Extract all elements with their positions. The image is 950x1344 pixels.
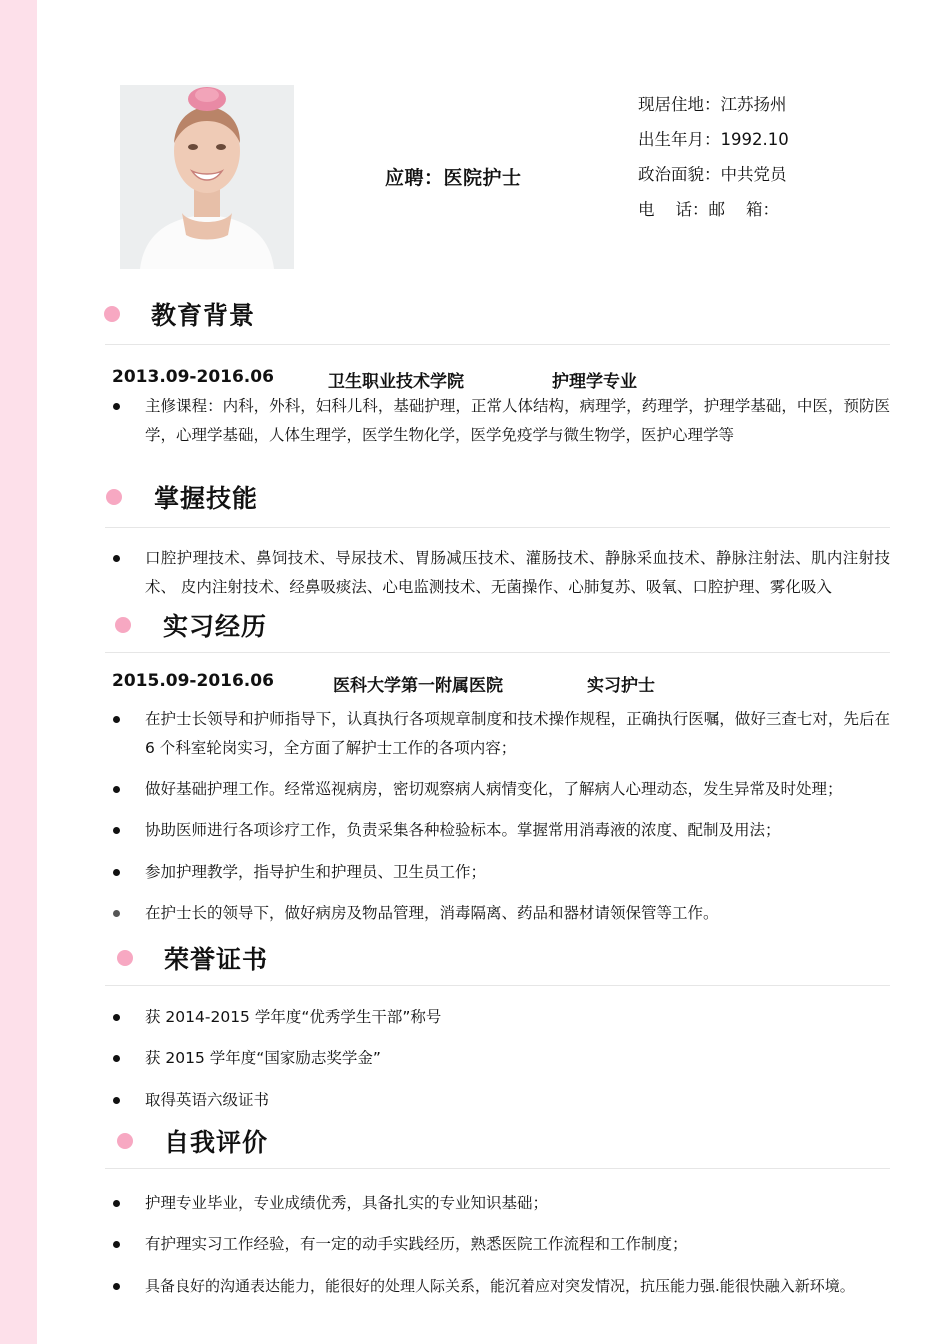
internship-item: 协助医师进行各项诊疗工作，负责采集各种检验标本。掌握常用消毒液的浓度、配制及用法； (145, 821, 781, 839)
internship-item: 做好基础护理工作。经常巡视病房，密切观察病人病情变化，了解病人心理动态，发生异常及时处理； (145, 780, 843, 798)
pink-dot-icon (104, 306, 120, 322)
bullet-icon (113, 1200, 120, 1207)
left-accent-stripe (0, 0, 37, 1344)
pink-dot-icon (117, 1133, 133, 1149)
self-eval-item: 护理专业毕业，专业成绩优秀，具备扎实的专业知识基础； (145, 1194, 549, 1212)
section-title: 教育背景 (151, 301, 256, 330)
honor-item: 获 2014-2015 学年度“优秀学生干部”称号 (145, 1008, 442, 1026)
pink-dot-icon (106, 489, 122, 505)
info-political-status: 政治面貌：中共党员 (638, 165, 787, 184)
education-school: 卫生职业技术学院 (328, 372, 464, 392)
job-title: 应聘：医院护士 (385, 167, 522, 189)
section-title: 掌握技能 (154, 484, 259, 513)
honor-item: 取得英语六级证书 (145, 1091, 270, 1109)
education-major: 护理学专业 (552, 372, 637, 392)
section-title: 实习经历 (163, 612, 268, 641)
section-divider (105, 652, 890, 653)
pink-dot-icon (117, 950, 133, 966)
self-eval-item: 具备良好的沟通表达能力，能很好的处理人际关系，能沉着应对突发情况，抗压能力强.能很快融入新环境。 (145, 1277, 855, 1295)
education-courses: 主修课程：内科，外科，妇科儿科，基础护理，正常人体结构，病理学，药理学，护理学基础，中医，预防医学，心理学基础，人体生理学，医学生物化学，医学免疫学与微生物学，医护心理学等 (145, 397, 890, 444)
bullet-icon (113, 786, 120, 793)
pink-dot-icon (115, 617, 131, 633)
info-birth-date: 出生年月：1992.10 (638, 130, 789, 149)
internship-hospital: 医科大学第一附属医院 (333, 676, 503, 696)
internship-item: 参加护理教学，指导护生和护理员、卫生员工作； (145, 863, 487, 881)
education-period: 2013.09-2016.06 (112, 367, 274, 387)
info-phone-email: 电 话：邮 箱： (638, 200, 779, 219)
bullet-icon (113, 1055, 120, 1062)
bullet-icon (113, 869, 120, 876)
bullet-icon (113, 403, 120, 410)
section-title: 荣誉证书 (164, 945, 269, 974)
section-divider (105, 1168, 890, 1169)
internship-item: 在护士长的领导下，做好病房及物品管理，消毒隔离、药品和器材请领保管等工作。 (145, 904, 719, 922)
internship-role: 实习护士 (587, 676, 655, 696)
section-honors-header (117, 940, 268, 976)
self-eval-item: 有护理实习工作经验，有一定的动手实践经历，熟悉医院工作流程和工作制度； (145, 1235, 688, 1253)
section-divider (105, 985, 890, 986)
skills-list: 口腔护理技术、鼻饲技术、导尿技术、胃肠减压技术、灌肠技术、静脉采血技术、静脉注射法、肌内注射技术、 皮内注射技术、经鼻吸痰法、心电监测技术、无菌操作、心肺复苏、吸氧、口腔护理、雾化吸入 (145, 549, 890, 596)
portrait-illustration (120, 85, 294, 269)
profile-photo (120, 85, 294, 269)
bullet-icon (113, 555, 120, 562)
bullet-icon (113, 716, 120, 723)
section-title: 自我评价 (164, 1128, 269, 1157)
section-education-header (104, 296, 255, 332)
bullet-icon (113, 827, 120, 834)
section-divider (105, 344, 890, 345)
section-skills-header (106, 479, 258, 515)
bullet-icon (113, 1014, 120, 1021)
internship-period: 2015.09-2016.06 (112, 671, 274, 691)
internship-item: 在护士长领导和护师指导下，认真执行各项规章制度和技术操作规程，正确执行医嘱，做好三查七对，先后在 6 个科室轮岗实习，全方面了解护士工作的各项内容； (145, 710, 890, 757)
info-residence: 现居住地：江苏扬州 (638, 95, 787, 114)
bullet-icon (113, 910, 120, 917)
section-divider (105, 527, 890, 528)
honor-item: 获 2015 学年度“国家励志奖学金” (145, 1049, 381, 1067)
bullet-icon (113, 1097, 120, 1104)
section-internship-header (115, 607, 267, 643)
bullet-icon (113, 1283, 120, 1290)
bullet-icon (113, 1241, 120, 1248)
section-self-eval-header (117, 1123, 268, 1159)
